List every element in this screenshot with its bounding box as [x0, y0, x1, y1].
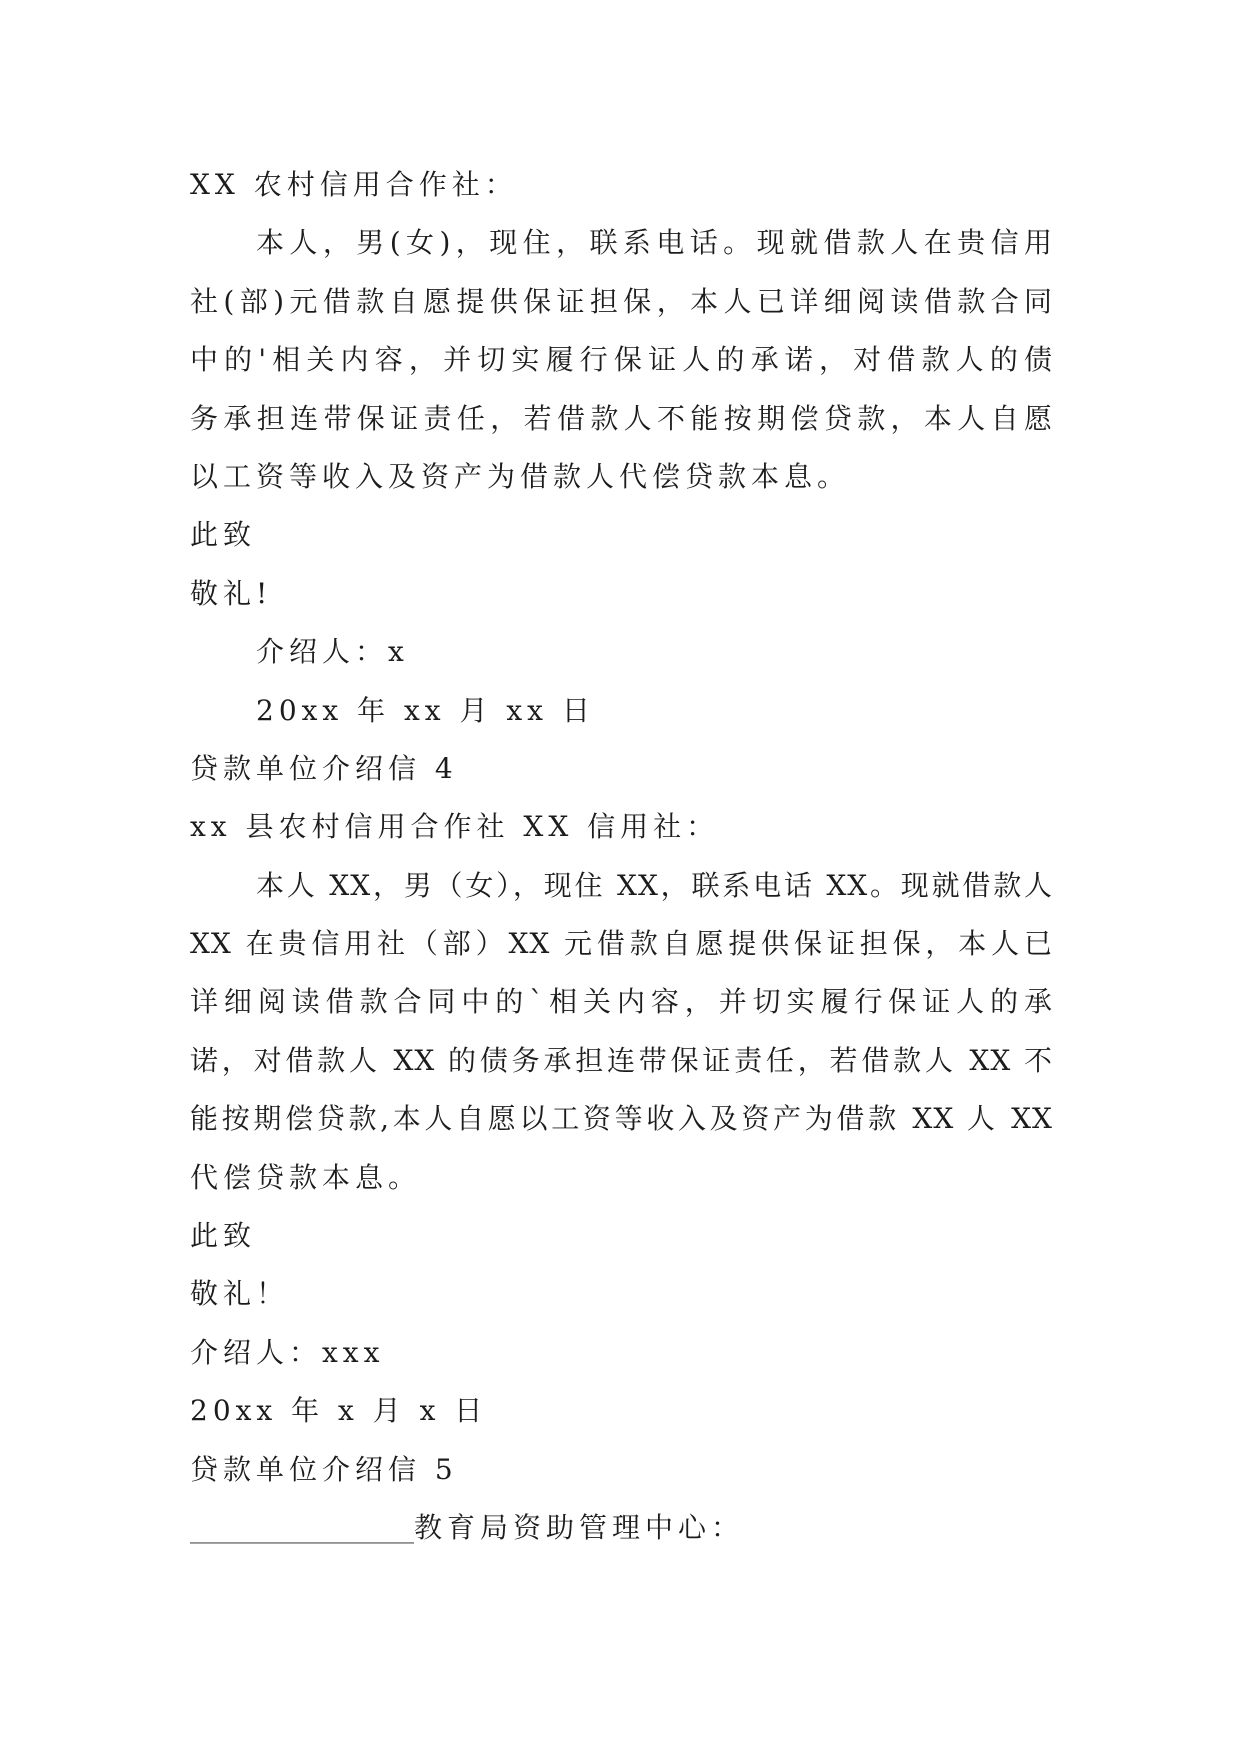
- body-line: 代偿贷款本息。: [190, 1160, 422, 1194]
- addressee-line: xx 县农村信用合作社 XX 信用社：: [190, 810, 720, 844]
- body-line: 能按期偿贷款,本人自愿以工资等收入及资产为借款 XX 人 XX: [190, 1102, 1053, 1136]
- introducer-line: 介绍人：x: [256, 635, 409, 669]
- letter-heading: 贷款单位介绍信 5: [190, 1452, 458, 1486]
- addressee-line: [190, 1499, 1053, 1557]
- body-line: 中的'相关内容，并切实履行保证人的承诺，对借款人的债: [190, 343, 1053, 377]
- addressee-line: XX 农村信用合作社：: [190, 168, 518, 201]
- body-line: 诺，对借款人 XX 的债务承担连带保证责任，若借款人 XX 不: [190, 1043, 1053, 1077]
- body-line: XX 在贵信用社（部）XX 元借款自愿提供保证担保，本人已: [190, 927, 1053, 961]
- body-line: 本人 XX，男（女），现住 XX，联系电话 XX。现就借款人: [256, 868, 1053, 902]
- salute-line: 敬礼!: [190, 576, 273, 610]
- closing-line: 此致: [190, 1219, 257, 1253]
- body-line: 社(部)元借款自愿提供保证担保，本人已详细阅读借款合同: [190, 284, 1053, 318]
- salute-line: 敬礼！: [190, 1277, 290, 1311]
- addressee-text: 教育局资助管理中心：: [414, 1510, 745, 1544]
- addressee-blank: ________________: [190, 1510, 414, 1544]
- date-line: 20xx 年 x 月 x 日: [190, 1394, 488, 1428]
- letter-heading: 贷款单位介绍信 4: [190, 751, 458, 785]
- body-line: 本人，男(女)，现住，联系电话。现就借款人在贵信用: [256, 226, 1053, 260]
- introducer-line: 介绍人：xxx: [190, 1335, 385, 1369]
- body-line: 务承担连带保证责任，若借款人不能按期偿贷款，本人自愿: [190, 401, 1053, 435]
- body-line: 以工资等收入及资产为借款人代偿贷款本息。: [190, 459, 851, 493]
- body-line: 详细阅读借款合同中的`相关内容，并切实履行保证人的承: [190, 985, 1053, 1019]
- document-body: [190, 156, 1053, 1557]
- date-line: 20xx 年 xx 月 xx 日: [256, 693, 595, 727]
- closing-line: 此致: [190, 518, 257, 552]
